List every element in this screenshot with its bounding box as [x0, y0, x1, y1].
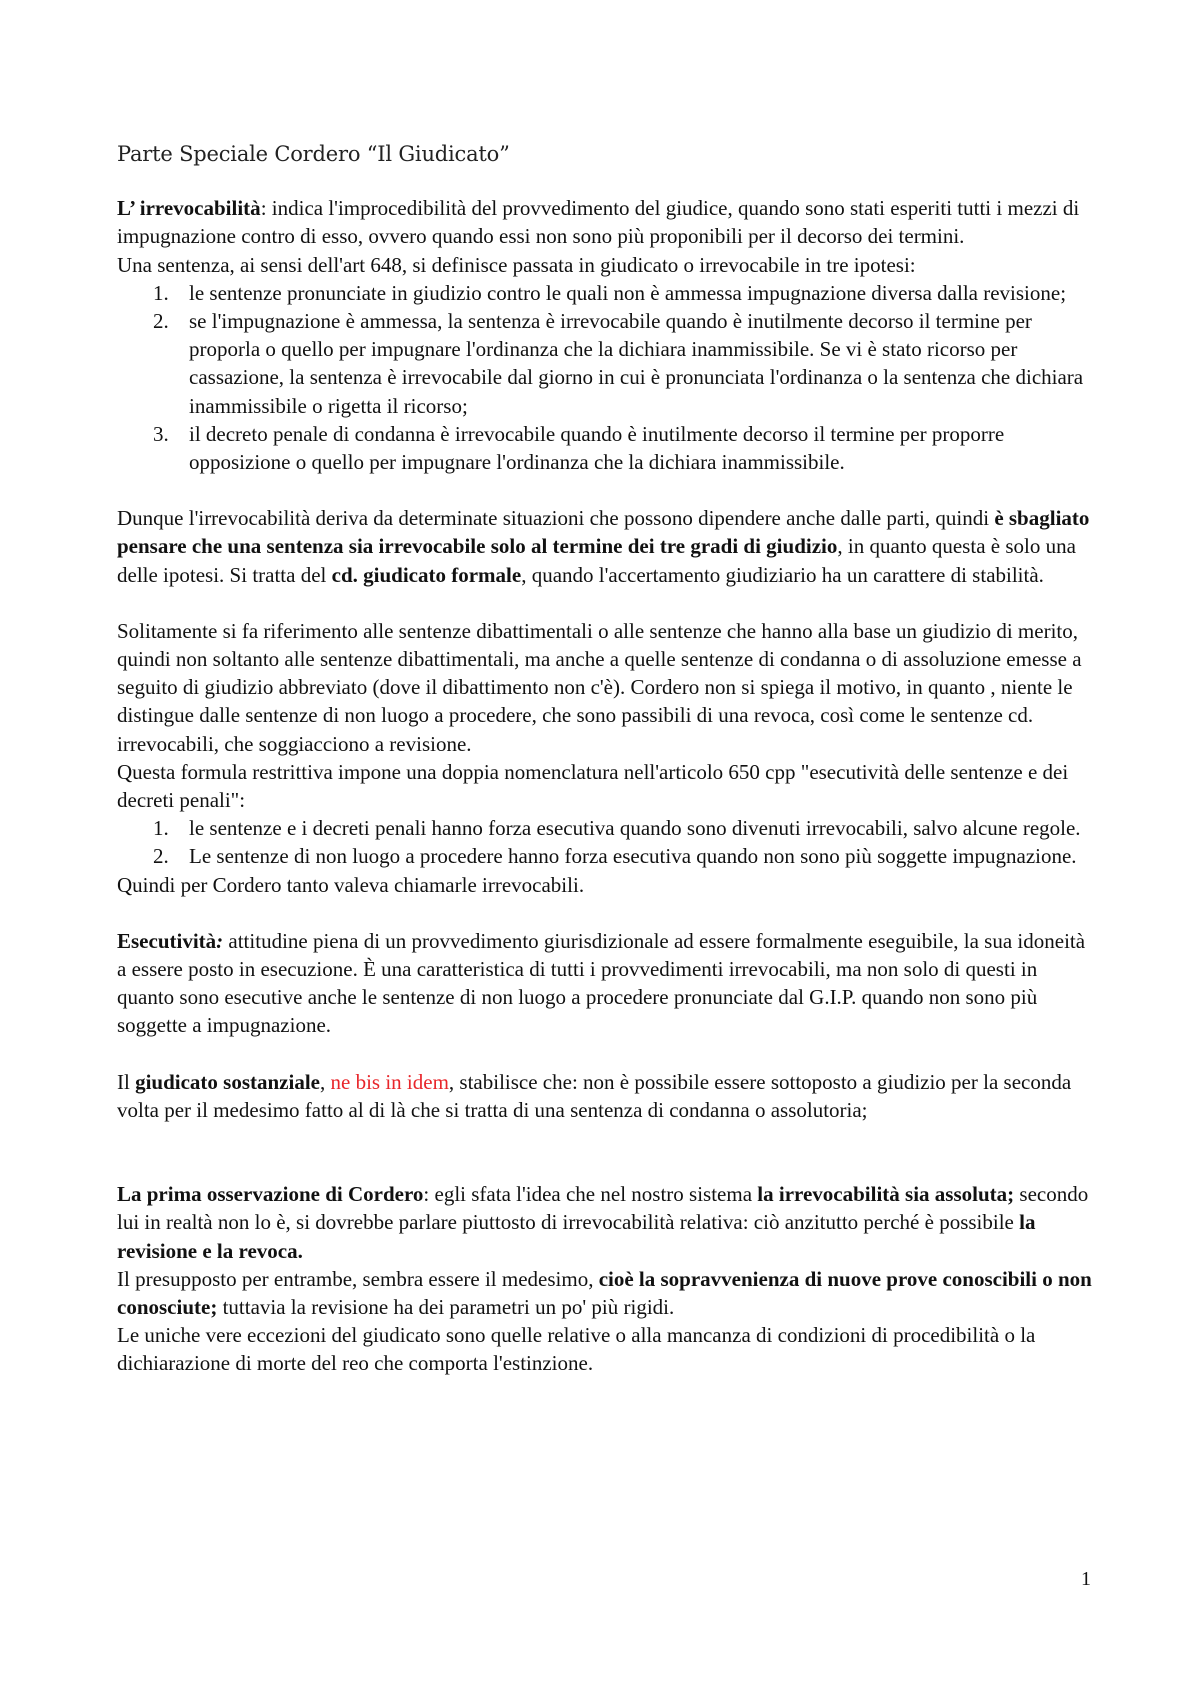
list-item: 1. le sentenze pronunciate in giudizio contro le quali non è ammessa impugnazione diversa dalla revisione; [153, 280, 1067, 305]
paragraph-presupposto: Il presupposto per entrambe, sembra essere il medesimo, cioè la sopravvenienza di nuove prove conoscibili o non conosciute; tuttavia la revisione ha dei parametri un po' più rigidi. [117, 1266, 1092, 1319]
list-item: 2. se l'impugnazione è ammessa, la sentenza è irrevocabile quando è inutilmente decorso il termine per proporla o quello per impugnare l'ordinanza che la dichiara inammissibile. Se vi è stato ricorso per cassazione, la sentenza è irrevocabile dal giorno in cui è pronunciata l'ordinanza o la sentenza che dichiara inammissibile o rigetta il ricorso; [153, 309, 1084, 418]
paragraph-giudicato-formale: Dunque l'irrevocabilità deriva da determinate situazioni che possono dipendere anche dalle parti, quindi è sbagliato pensare che una sentenza sia irrevocabile solo al termine dei tre gradi di giudizio, in quanto questa è solo una delle ipotesi. Si tratta del cd. giudicato formale, quando l'accertamento giudiziario ha un carattere di stabilità. [117, 506, 1090, 587]
paragraph-art-650: Questa formula restrittiva impone una doppia nomenclatura nell'articolo 650 cpp "esecutività delle sentenze e dei decreti penali": [117, 759, 1069, 813]
page-title: Parte Speciale Cordero “Il Giudicato” [117, 142, 510, 166]
list-esecutivita [117, 814, 1097, 870]
paragraph-giudicato-sostanziale: Il giudicato sostanziale, ne bis in idem, stabilisce che: non è possibile essere sottoposto a giudizio per la seconda volta per il medesimo fatto al di là che si tratta di una sentenza di condanna o assolutoria; [117, 1069, 1072, 1122]
list-item: 1. le sentenze e i decreti penali hanno forza esecutiva quando sono divenuti irrevocabili, salvo alcune regole. [153, 816, 1081, 841]
paragraph-esecutivita: Esecutività: attitudine piena di un provvedimento giurisdizionale ad essere formalmente eseguibile, la sua idoneità a essere posto in esecuzione. È una caratteristica di tutti i provvedimenti irrevocabili, ma non solo di questi in quanto sono esecutive anche le sentenze di non luogo a procedere pronunciate dal G.I.P. quando non sono più soggette a impugnazione. [117, 928, 1086, 1038]
ne-bis-in-idem: ne bis in idem [330, 1069, 449, 1094]
page-number: 1 [1081, 1568, 1091, 1590]
list-item: 2. Le sentenze di non luogo a procedere hanno forza esecutiva quando non sono più soggette impugnazione. [153, 844, 1077, 869]
document-body [117, 140, 1097, 1378]
paragraph-eccezioni: Le uniche vere eccezioni del giudicato sono quelle relative o alla mancanza di condizioni di procedibilità o la dichiarazione di morte del reo che comporta l'estinzione. [117, 1323, 1036, 1376]
paragraph-irrevocabilita: L’ irrevocabilità: indica l'improcedibilità del provvedimento del giudice, quando sono stati esperiti tutti i mezzi di impugnazione contro di esso, ovvero quando essi non sono più proponibili per il decorso dei termini. [117, 196, 1080, 249]
list-item: 3. il decreto penale di condanna è irrevocabile quando è inutilmente decorso il termine per proporre opposizione o quello per impugnare l'ordinanza che la dichiara inammissibile. [153, 421, 1005, 475]
paragraph-art-648: Una sentenza, ai sensi dell'art 648, si definisce passata in giudicato o irrevocabile in tre ipotesi: [117, 252, 916, 277]
paragraph-sentenze-dibattimentali: Solitamente si fa riferimento alle sentenze dibattimentali o alle sentenze che hanno alla base un giudizio di merito, quindi non soltanto alle sentenze dibattimentali, ma anche a quelle sentenze di condanna o di assoluzione emesse a seguito di giudizio abbreviato (dove il dibattimento non c'è). Cordero non si spiega il motivo, in quanto , niente le distingue dalle sentenze di non luogo a procedere, che sono passibili di una revoca, così come le sentenze cd. irrevocabili, che soggiacciono a revisione. [117, 618, 1082, 756]
paragraph-prima-osservazione: La prima osservazione di Cordero: egli sfata l'idea che nel nostro sistema la irrevocabilità sia assoluta; secondo lui in realtà non lo è, si dovrebbe parlare piuttosto di irrevocabilità relativa: ciò anzitutto perché è possibile la revisione e la revoca. [117, 1182, 1089, 1263]
list-ipotesi [117, 279, 1097, 476]
term-irrevocabilita: L’ irrevocabilità [117, 196, 261, 221]
paragraph-conclusione: Quindi per Cordero tanto valeva chiamarle irrevocabili. [117, 872, 585, 897]
